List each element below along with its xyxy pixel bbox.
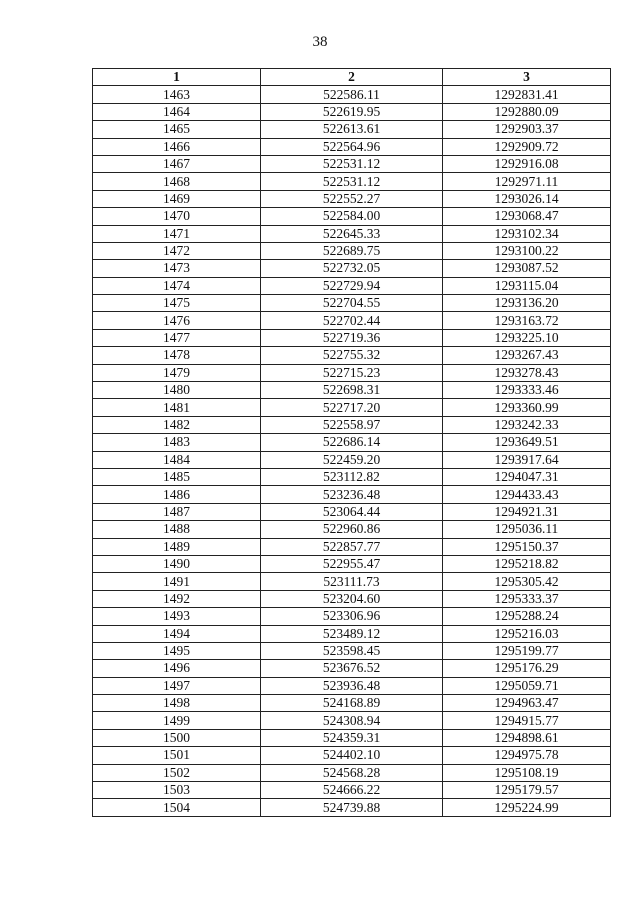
x-coordinate-cell: 522729.94 [261,277,443,294]
x-coordinate-cell: 522645.33 [261,225,443,242]
table-row [93,103,611,120]
y-coordinate-cell: 1292916.08 [443,155,611,172]
x-coordinate-cell: 522531.12 [261,155,443,172]
y-coordinate-cell: 1295059.71 [443,677,611,694]
y-coordinate-cell: 1294047.31 [443,468,611,485]
table-row [93,677,611,694]
y-coordinate-cell: 1292903.37 [443,121,611,138]
y-coordinate-cell: 1293278.43 [443,364,611,381]
y-coordinate-cell: 1295199.77 [443,642,611,659]
x-coordinate-cell: 522702.44 [261,312,443,329]
table-row [93,173,611,190]
point-number-cell: 1491 [93,573,261,590]
point-number-cell: 1498 [93,695,261,712]
table-row [93,660,611,677]
column-header-2: 2 [261,69,443,86]
x-coordinate-cell: 524568.28 [261,764,443,781]
table-row [93,695,611,712]
point-number-cell: 1495 [93,642,261,659]
x-coordinate-cell: 522586.11 [261,86,443,103]
y-coordinate-cell: 1293649.51 [443,434,611,451]
y-coordinate-cell: 1295305.42 [443,573,611,590]
y-coordinate-cell: 1295108.19 [443,764,611,781]
table-row [93,573,611,590]
table-row [93,764,611,781]
point-number-cell: 1504 [93,799,261,816]
point-number-cell: 1494 [93,625,261,642]
point-number-cell: 1479 [93,364,261,381]
point-number-cell: 1469 [93,190,261,207]
table-row [93,242,611,259]
table-row [93,399,611,416]
x-coordinate-cell: 522531.12 [261,173,443,190]
point-number-cell: 1475 [93,295,261,312]
x-coordinate-cell: 522564.96 [261,138,443,155]
y-coordinate-cell: 1295333.37 [443,590,611,607]
x-coordinate-cell: 522704.55 [261,295,443,312]
table-row [93,329,611,346]
table-row [93,486,611,503]
point-number-cell: 1488 [93,521,261,538]
table-row [93,538,611,555]
x-coordinate-cell: 524739.88 [261,799,443,816]
point-number-cell: 1492 [93,590,261,607]
y-coordinate-cell: 1293102.34 [443,225,611,242]
table-row [93,121,611,138]
table-row [93,451,611,468]
table-row [93,799,611,816]
table-row [93,208,611,225]
table-row [93,521,611,538]
point-number-cell: 1500 [93,729,261,746]
x-coordinate-cell: 524402.10 [261,747,443,764]
point-number-cell: 1487 [93,503,261,520]
point-number-cell: 1474 [93,277,261,294]
y-coordinate-cell: 1295036.11 [443,521,611,538]
x-coordinate-cell: 522584.00 [261,208,443,225]
point-number-cell: 1499 [93,712,261,729]
x-coordinate-cell: 522619.95 [261,103,443,120]
coordinates-table [92,68,611,817]
x-coordinate-cell: 522715.23 [261,364,443,381]
table-row [93,86,611,103]
y-coordinate-cell: 1293360.99 [443,399,611,416]
table-row [93,347,611,364]
point-number-cell: 1473 [93,260,261,277]
y-coordinate-cell: 1295288.24 [443,608,611,625]
point-number-cell: 1472 [93,242,261,259]
point-number-cell: 1463 [93,86,261,103]
table-row [93,382,611,399]
point-number-cell: 1476 [93,312,261,329]
point-number-cell: 1483 [93,434,261,451]
point-number-cell: 1470 [93,208,261,225]
y-coordinate-cell: 1292909.72 [443,138,611,155]
x-coordinate-cell: 523306.96 [261,608,443,625]
x-coordinate-cell: 522955.47 [261,555,443,572]
x-coordinate-cell: 522613.61 [261,121,443,138]
y-coordinate-cell: 1294915.77 [443,712,611,729]
x-coordinate-cell: 523598.45 [261,642,443,659]
point-number-cell: 1496 [93,660,261,677]
y-coordinate-cell: 1295150.37 [443,538,611,555]
y-coordinate-cell: 1294433.43 [443,486,611,503]
table-row [93,225,611,242]
y-coordinate-cell: 1295179.57 [443,782,611,799]
point-number-cell: 1484 [93,451,261,468]
table-row [93,503,611,520]
table-row [93,729,611,746]
table-row [93,625,611,642]
x-coordinate-cell: 524359.31 [261,729,443,746]
point-number-cell: 1493 [93,608,261,625]
x-coordinate-cell: 522857.77 [261,538,443,555]
y-coordinate-cell: 1294975.78 [443,747,611,764]
table-row [93,364,611,381]
x-coordinate-cell: 523112.82 [261,468,443,485]
point-number-cell: 1502 [93,764,261,781]
point-number-cell: 1466 [93,138,261,155]
column-header-3: 3 [443,69,611,86]
y-coordinate-cell: 1293100.22 [443,242,611,259]
table-body [93,86,611,816]
point-number-cell: 1485 [93,468,261,485]
point-number-cell: 1478 [93,347,261,364]
point-number-cell: 1486 [93,486,261,503]
x-coordinate-cell: 524666.22 [261,782,443,799]
y-coordinate-cell: 1293333.46 [443,382,611,399]
point-number-cell: 1464 [93,103,261,120]
point-number-cell: 1477 [93,329,261,346]
table-row [93,608,611,625]
table-row [93,155,611,172]
x-coordinate-cell: 522755.32 [261,347,443,364]
table-row [93,590,611,607]
x-coordinate-cell: 523676.52 [261,660,443,677]
point-number-cell: 1467 [93,155,261,172]
y-coordinate-cell: 1295216.03 [443,625,611,642]
y-coordinate-cell: 1293136.20 [443,295,611,312]
y-coordinate-cell: 1293068.47 [443,208,611,225]
table-row [93,468,611,485]
y-coordinate-cell: 1294963.47 [443,695,611,712]
y-coordinate-cell: 1292971.11 [443,173,611,190]
point-number-cell: 1471 [93,225,261,242]
x-coordinate-cell: 522719.36 [261,329,443,346]
x-coordinate-cell: 522686.14 [261,434,443,451]
table-row [93,138,611,155]
table-row [93,434,611,451]
x-coordinate-cell: 522459.20 [261,451,443,468]
table-row [93,260,611,277]
table-row [93,712,611,729]
x-coordinate-cell: 523064.44 [261,503,443,520]
x-coordinate-cell: 523489.12 [261,625,443,642]
y-coordinate-cell: 1294921.31 [443,503,611,520]
y-coordinate-cell: 1295176.29 [443,660,611,677]
point-number-cell: 1465 [93,121,261,138]
x-coordinate-cell: 522717.20 [261,399,443,416]
point-number-cell: 1489 [93,538,261,555]
header-row [93,69,611,86]
point-number-cell: 1468 [93,173,261,190]
table-row [93,555,611,572]
x-coordinate-cell: 523936.48 [261,677,443,694]
x-coordinate-cell: 522732.05 [261,260,443,277]
x-coordinate-cell: 522960.86 [261,521,443,538]
y-coordinate-cell: 1293087.52 [443,260,611,277]
y-coordinate-cell: 1293163.72 [443,312,611,329]
table-row [93,312,611,329]
point-number-cell: 1482 [93,416,261,433]
table-row [93,190,611,207]
point-number-cell: 1503 [93,782,261,799]
point-number-cell: 1501 [93,747,261,764]
x-coordinate-cell: 522552.27 [261,190,443,207]
table-row [93,747,611,764]
y-coordinate-cell: 1293267.43 [443,347,611,364]
y-coordinate-cell: 1293225.10 [443,329,611,346]
x-coordinate-cell: 524308.94 [261,712,443,729]
table-row [93,295,611,312]
point-number-cell: 1490 [93,555,261,572]
y-coordinate-cell: 1293115.04 [443,277,611,294]
y-coordinate-cell: 1293242.33 [443,416,611,433]
x-coordinate-cell: 523236.48 [261,486,443,503]
table-row [93,782,611,799]
table-row [93,416,611,433]
x-coordinate-cell: 522698.31 [261,382,443,399]
x-coordinate-cell: 522558.97 [261,416,443,433]
point-number-cell: 1481 [93,399,261,416]
table-row [93,277,611,294]
x-coordinate-cell: 524168.89 [261,695,443,712]
point-number-cell: 1497 [93,677,261,694]
x-coordinate-cell: 523111.73 [261,573,443,590]
y-coordinate-cell: 1293917.64 [443,451,611,468]
y-coordinate-cell: 1292831.41 [443,86,611,103]
y-coordinate-cell: 1292880.09 [443,103,611,120]
page-number: 38 [312,34,328,50]
y-coordinate-cell: 1293026.14 [443,190,611,207]
y-coordinate-cell: 1295224.99 [443,799,611,816]
x-coordinate-cell: 523204.60 [261,590,443,607]
x-coordinate-cell: 522689.75 [261,242,443,259]
y-coordinate-cell: 1295218.82 [443,555,611,572]
table-row [93,642,611,659]
point-number-cell: 1480 [93,382,261,399]
y-coordinate-cell: 1294898.61 [443,729,611,746]
column-header-1: 1 [93,69,261,86]
